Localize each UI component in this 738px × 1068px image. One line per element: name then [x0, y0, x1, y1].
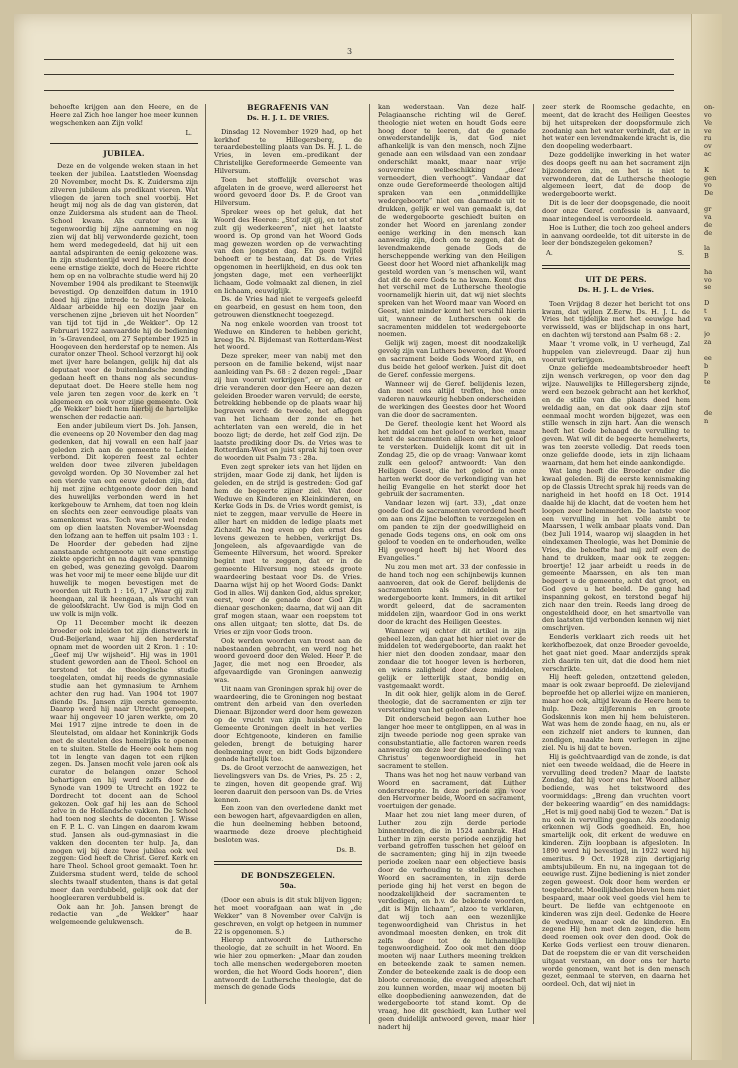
article-paragraph: Dit onderscheid begon aan Luther hoe langer hoe meer te ontglippen, en al was in zijn tweede periode nog geen sprake van consubstantiatie, alle factoren waren reeds aanwezig om deze leer der meedeeling van Christus’ tegenwoordigheid in het sacrament te stellen. [378, 714, 526, 771]
edge-fragment: la [704, 244, 711, 253]
edge-fragment: ee [704, 354, 712, 362]
edge-fragment: D [704, 299, 710, 308]
edge-fragment: za [704, 338, 712, 347]
funeral-paragraph: Dinsdag 12 November 1929 had, op het kerkhof te Hillegersberg, de teraardebestelling plaats van Ds. H. J. L. de Vries, in leven em.-predikant der Christelijke Gereformeerde Gemeente van Hilversum. [214, 127, 362, 175]
article-paragraph: Gelijk wij zagen, moest dit noodzakelijk gevolg zijn van Luthers beweren, dat Woord en sacrament beide Gods Woord zijn, en dus beide het geloof werken. Juist dit doet de Geref. confessie mergens. [378, 339, 526, 379]
edge-fragment: va [704, 314, 712, 323]
intro-paragraph: behoefte krijgen aan den Heere, en de Heere zal Zich hoe langer hoe meer kunnen wegschenken aan Zijn volk! [50, 103, 198, 127]
article-paragraph: zeer sterk de Roomsche gedachte, en meent, dat de kracht des Heiligen Geestes bij het uitspreken der doopsformule zich zoodanig aan het water verbindt, dat er in het water een levendmakende kracht is, die den doopeling wederbaart. [542, 103, 690, 151]
bondszegelen-paragraph: Hierop antwoordt de Luthersche theologie, dat ze schuilt in het Woord. En wie hier zou opmerken: „Maar dan zouden toch alle menschen wedergeboren moeten worden, die het Woord Gods hooren”, dien antwoordt de Luthersche theologie, dat de mensch de genade Gods [214, 936, 362, 992]
funeral-paragraph: Toen het stoffelijk overschot was afgelaten in de groeve, werd allereerst het woord gevoerd door Ds. P. de Groot van Hilversum. [214, 175, 362, 208]
edge-fragment [704, 433, 722, 441]
edge-fragment: vo [704, 181, 712, 190]
funeral-paragraph: Even zegt spreker iets van het lijden en strijden, maar Gode zij dank, het lijden is geleden, en de strijd is gestreden: God gaf hem de begeerte zijner ziel. Wat door Weduwe en Kinderen en Kleinkinderen, en Kerke Gods in Ds. de Vries wordt gemist, is niet te zeggen, maar vervulle de Heere in aller hart en midden de ledige plaats met Zichzelf. Na nog even op den ernst des levens gewezen te hebben, verkrijgt Ds. Jongeleen, als afgevaardigde van de Gemeente Hilversum, het woord. Spreker begint met te zeggen, dat er in de gemeente Hilversum nog steeds groote waardeering bestaat voor Ds. de Vries. Daarna wijst hij op het Woord Gods: Dankt God in alles. Wij danken God, aldus spreker, eerst, voor de genade door God Zijn dienaar geschonken; daarna, dat wij aan dit graf mogen staan, waar een roepstem tot ons allen uitgaat; ten slotte, dat Ds. de Vries er zijn voor Gods troon. [214, 463, 362, 636]
bondszegelen-heading: DE BONDSZEGELEN. [240, 871, 336, 881]
pers-paragraph: Eenderls verklaart zich reeds uit het kerkhofbezoek, dat onze Broeder gevoelde, het gaat niet goed. Maar anderzijds sprak zich daarin ten uit, dat die dood hem niet verschrikte. [542, 633, 690, 673]
edge-fragment: ov [704, 142, 712, 151]
edge-fragment: ve [704, 126, 712, 135]
section-rule [50, 143, 198, 144]
edge-fragment: De [704, 189, 714, 198]
edge-fragment: vo [704, 110, 712, 119]
article-paragraph: De Geref. theologie kent het Woord als het middel om het geloof te werken, maar kent de sacramenten alleen om het geloof te versterken. Duidelijk komt dit uit in Zondag 25, die op de vraag: Vanwaar komt zulk een geloof? antwoordt: Van den Heiligen Geest, die het geloof in onze harten werkt door de verkondiging van het heilig Evangelie en het sterkt door het gebruik der sacramenten. [378, 419, 526, 499]
header-rule [44, 59, 674, 60]
next-page-text-fragment [704, 104, 722, 441]
funeral-signature: Ds. B. [336, 845, 356, 854]
edge-fragment: gen [704, 173, 717, 182]
bondszegelen-paragraph: (Door een abuis is dit stuk blijven liggen; het moet voorafgaan aan wat in „de Wekker” van 8 November over Calvijn is geschreven, en volgt op hetgeen in nummer 22 is opgenomen. S.) [214, 896, 362, 936]
edge-fragment: ha [704, 267, 713, 276]
pers-paragraph: Toen Vrijdag 8 dezer het bericht tot ons kwam, dat wijlen Z.Eerw. Ds. H. J. L. de Vries het tijdelijke met het eeuwige had verwisseld, was er blijdschap in ons hart, en dachten wij terstond aan Psalm 68 : 2. [542, 299, 690, 340]
edge-fragment: n [704, 416, 709, 425]
article-paragraph: Wanneer wij echter dit artikel in zijn geheel lezen, dan gaat het hier niet over de middelen tot wedergeboorte, dan raakt het hier niet den dooden zondaar, maar den zondaar die tot hooger leven is herboren, en wiens zaligheid door deze middelen, gelijk er letterlijk staat, bondig en vastgemaakt wordt. [378, 626, 526, 690]
edge-fragment: ru [704, 134, 712, 143]
intro-signature: L. [185, 128, 192, 137]
signature-line [546, 250, 684, 258]
funeral-paragraph: Spreker wees op het geluk, dat het Woord des Heeren: „Stof zijt gij, en tot stof zult gij wederkeeren”, niet het laatste woord is. Op grond van het Woord Gods mag gewezen worden op de verwachting van den jongsten dag. En geen twijfel behoeft er te bestaan, dat Ds. de Vries opgenomen in heerlijkheid, en dus ook ten jongsten dage, met een verheerlijkt lichaam, Gode volmaakt zal dienen, in ziel en lichaam, eeuwiglijk. [214, 208, 362, 295]
funeral-paragraph: Na nog enkele woorden van troost tot Weduwe en Kinderen te hebben gericht, kreeg Ds. N. Bijdemast van Rotterdam-West het woord. [214, 319, 362, 352]
edge-fragment: vo [704, 275, 712, 284]
edge-fragment: K [704, 165, 709, 174]
article-paragraph: Deze goddelijke inwerking in het water des doops geeft nu aan het sacrament zijn bijzonderen zin, en het is niet te verwonderen, dat de Luthersche theologie algemeen leert, dat de doop de wedergeboorte werkt. [542, 151, 690, 199]
edge-fragment: b [704, 361, 709, 370]
edge-fragment: Ve [704, 118, 713, 127]
article-paragraph: Dit is de leer der doopsgenade, die nooit door onze Geref. confessie is aanvaard, maar integendeel is veroordeeld. [542, 199, 690, 223]
edge-fragment: on- [704, 104, 715, 111]
section-rule [214, 861, 362, 865]
funeral-paragraph: Ds. de Vries had niet te vergeefs geleefd en gearbeid, en gesust en hem toon, den getrouwen dienstknecht toegezegd. [214, 295, 362, 320]
pers-paragraph: Wat lang heeft die Broeder onder die kwaal geleden. Bij de eerste kennismaking op de Classis Utrecht sprak hij reeds van de narigheid in het hoofd en 18 Oct. 1914 daalde hij de klacht, dat de voeten hem het loopen zeer belemmerden. De laatste voor een vervulling in het volle ambt te Maarssen, 1 welk ambaar plaats vond. Dan (bez Juli 1914, waarop wij slaagden in het eindexamen Theologie, was het Dominie de Vries, die behoefte had mij zelf even de hand te drukken, maar ook te zeggen: broertje! 12 jaar arbeidt u reeds in de gemeente Maarssen, en als ten man begeert u de gemeente, acht dat groot, en God geve u het beeld. De gang had inspanning gekost, en terstond begaf hij zich naar den trein. Reeds lang droeg de ongesteldheid door, en het smartvolle van den laatsten tijd verbonden kennen wij niet omschrijven. [542, 467, 690, 633]
edge-fragment: ac [704, 150, 712, 159]
pers-subheading: Ds. H. J. L. de Vries. [578, 285, 654, 294]
edge-fragment [704, 394, 722, 402]
jubilea-paragraph: Op 11 December mocht ik deezen broeder ook inleiden tot zijn dienstwerk in Oud-Beijerland, waar hij den herderstaf opnam met de woorden uit 2 Kron. 1 : 10: „Geef mij Uw wijsheid”. Hij was in 1901 student geworden aan de Theol. School en terstond tot de theologische studie toegelaten, omdat hij reeds de gymnasiale studie aan het gymnasium te Arnhem achter den rug had. Van 1904 tot 1907 diende Ds. Jansen zijn eerste gemeente. Daarop werd hij naar Utrecht geroepen, waar hij ongeveer 10 jaren werkte, om 20 Mei 1917 zijne intrede te doen in de Sleutelstad, om aldaar het Koninkrijk Gods met de sleutelen des hemelrijks te openen en te sluiten. Stelle de Heere ook hem nog tot in lengte van dagen tot een rijken zegen. Ds. Jansen mocht vele jaren ook als curator de belangen onzer School behartigen en hij werd zelfs door de Synode van 1909 te Utrecht en 1922 te Dordrecht tot docent aan de School gekozen. Ook gaf hij les aan de School zelve in de Hollandsche vakken. De School had toen nog slechts de docenten J. Wisse en F. P. L. C. van Lingen en daarom kwam stud. Jansen als oud-gymnasiast in die vakken den docenten ter hulp. Ja, dan mogen wij bij deze twee jubilea ook wel zeggen: God heeft de Christ. Geref. Kerk en hare Theol. School groot gemaakt. Toen hr. Zuidersma student werd, telde de school slechts twaalf studenten, thans is dat getal meer dan verdubbeld, gelijk ook dat der hoogleeraren verdubbeld is. [50, 619, 198, 902]
edge-fragment: de [704, 408, 713, 417]
edge-fragment: de [704, 220, 713, 229]
column-2 [214, 104, 362, 993]
article-paragraph: Nu zou men met art. 33 der confessie in de hand toch nog een schijnbewijs kunnen aanvoeren, dat ook de Geref. belijdenis de sacramenten als middelen ter wedergeboorte kent. Immers, in dit artikel wordt geleerd, dat de sacramenten middelen zijn, waardoor God in ons werkt door de kracht des Heiligen Geestes. [378, 562, 526, 626]
jubilea-paragraph: Deze en de volgende weken staan in het teeken der jubilea. Laatstleden Woensdag 20 November, mocht Ds. K. Zuidersma zijn zilveren jubileum als predikant vieren. Wat vliegen de jaren toch snel voorbij. Het heugt mij nog als de dag van gisteren, dat onze Zuidersma als student aan de Theol. School kwam. Als curator was ik tegenwoordig bij zijne aanneming en nog zien wij dat blij verwonderde gezicht, toen hem werd medegedeeld, dat hij uit een aantal adspiranten de eenig gekozene was. In zijn studententijd werd hij bezocht door eene ernstige ziekte, doch de Heere richtte hem op en na volbrachte studie werd hij 20 November 1904 als predikant te Steenwijk bevestigd. Op denzelfden datum in 1910 deed hij zijne intrede te Nieuwe Pekela. Aldaar arbeidde hij een dozijn jaar en verschenen zijne „brieven uit het Noorden” van tijd tot tijd in „de Wekker”. Op 12 Februari 1922 aanvaardde hij de bediening in ’s-Gravendeel, om 27 September 1925 in Hoogeveen den herderstaf op te nemen. Als curator onzer Theol. School verzorgt hij ook met ijver hare belangen, gelijk hij dat als deputaat voor de buitenlandsche zending gedaan heeft en thans nog als secundus-deputaat doet. De Heere stelle hem nog vele jaren ten zegen voor de kerk en ’t algemeen en ook voor zijne gemeente. Ook „de Wekker” biedt hem hierbij de hartelijke wenschen der redactie aan. [50, 162, 198, 422]
funeral-paragraph: Een zoon van den overledene dankt met een bewogen hart, afgevaardigden en allen, die hun deelneming hebben betoond, waarmede deze droeve plechtigheid besloten was. [214, 804, 362, 844]
article-paragraph: Thans was het nog het nauw verband van Woord en sacrament, dat Luther onderstreepte. In deze periode zijn voor den Hervormer beide, Woord en sacrament, voertuigen der genade. [378, 770, 526, 811]
edge-fragment: se [704, 283, 712, 292]
article-paragraph: Wanneer wij de Geref. belijdenis lezen, dan moet ons altijd treffen, hoe onze vaderen nauwkeurig hebben onderscheiden de werkingen des Geestes door het Woord van die door de sacramenten. [378, 379, 526, 419]
article-paragraph: Hoe is Luther, die toch zoo geheel anders in aanvang oordeelde, tot dit uiterste in de leer der bondszegelen gekomen? [542, 223, 690, 248]
edge-fragment: va [704, 212, 712, 221]
newspaper-page [14, 14, 722, 1060]
funeral-paragraph: Uit naam van Groningen sprak hij over de waardeering, die te Groningen nog bestaat omtrent den arbeid van den overleden Dienaar. Bijzonder werd door hem gewezen op de vrucht van zijn huisbezoek. De Gemeente Groningen deelt in het verlies door Echtgenoote, kinderen en familie geleden, brengt de betuiging harer deelneming over, en bidt Gods bijzondere genade hartelijk toe. [214, 684, 362, 764]
edge-fragment: B [704, 252, 709, 261]
jubilea-signature: de B. [174, 928, 192, 937]
edge-fragment: t [704, 306, 707, 315]
column-divider [369, 104, 370, 1024]
funeral-subheading: Ds. H. J. L. DE VRIES. [246, 113, 330, 122]
pers-heading: UIT DE PERS. [585, 275, 647, 285]
edge-fragment: p [704, 369, 709, 378]
jubilea-paragraph: Een ander jubileum viert Ds. Joh. Jansen, die eveneens op 20 November den dag mag gedenken, dat hij vowall en een half jaar geleden zich aan de gemeente te Leiden verbond. Dit koperen feest zal echter welden door twee zilveren jubeldagen gevolgd worden. Op 30 November zal het een vierde van een eeuw geleden zijn, dat hij met zijne echtgenoote door den band des huwelijks verbonden werd in het kerkgebouw te Arnhem, dat toen nog klein en slechts een zeer eenvoudige plaats van samenkomst was. Toch was er wel reden om op dien laatsten November-Woensdag den lofzang aan te heffen uit psalm 103 : 1. De Hoorder der gebeden had zijne aanstaande echtgenoote uit eene ernstige ziekte opgericht en na dagen van spanning en gebed, was genezing gevolgd. Daarom was het voor mij te meer eene blijde uur dit huwelijk te mogen bevestigen met de woorden uit Ruth 1 : 16, 17 „Waar gij zult heengaan, zal ik heengaan, als vrucht van de geloofskracht. Uw God is mijn God en uw volk is mijn volk. [50, 422, 198, 619]
pers-paragraph: Maar ’t vrome volk, in U verheugd, Zal huppelen van zielevreugd. Daar zij hun vooruit verkrijgen. [542, 339, 690, 364]
column-divider [533, 104, 534, 1024]
edge-fragment: de [704, 228, 713, 237]
jubilea-heading: JUBILEA. [103, 149, 145, 159]
pers-paragraph: Onze geliefde medeambtsbroeder heeft zijn wensch verkregen, op voor den dag wijze. Nauwelijks te Hillegersberg zijnde, werd een bezoek gebracht aan het kerkhof, en de stille van die plaats deed hem weldadig aan, en dat ook daar zijn stof eenmaal mocht worden bijgezet, was een stille wensch in zijn hart. Aan die wensch heeft het Gode behaagd de vervulling te geven. Wat wil dit de begeerte hemelwerts, was ten zeerste volledig. Dat reeds toen onze geliefde doode, iets in zijn lichaam waarnam, dat hem het einde aankondigde. [542, 364, 690, 467]
funeral-heading: BEGRAFENIS VAN [247, 103, 329, 112]
column-1 [50, 104, 198, 940]
header-rule [44, 74, 674, 75]
section-rule [542, 265, 690, 269]
pers-paragraph: Hij heeft geleden, ontzettend geleden, maar is ook zwaar beproefd. De zielevijand beproefde het op allerlei wijze en manieren, maar hoe ook, altijd kwam de Heere hem te hulp. Deze ziljferennis en groote Godskennis kon men hij hem beluisteren. Wat was hem de zonde haag, en nu, als er een zichzelf niet anders te kunnen, dan zondigen, maakte hem verlegen in zijne ziel. Nu is hij dat te boven. [542, 673, 690, 752]
column-3 [378, 104, 526, 1033]
signature-right: S. [677, 249, 684, 258]
edge-fragment: te [704, 377, 711, 386]
signature-left: A. [546, 249, 553, 258]
edge-fragment: gr [704, 204, 712, 213]
header-rule [44, 90, 674, 91]
article-paragraph: Vandaar lezen wij (art. 33), „dat onze goede God de sacramenten verordend heeft om aan ons Zijne beloften te verzegelen en om panden te zijn der goedwilligheid en genade Gods tegens ons, en ook om ons geloof te voeden en te onderhouden, welke Hij gevoegd heeft bij het Woord des Evangelies.” [378, 499, 526, 563]
article-paragraph: In dit ook hier, gelijk alom in de Geref. theologie, dat de sacramenten er zijn ter versterking van het geloofsleven. [378, 690, 526, 715]
column-divider [205, 104, 206, 1004]
column-4 [542, 104, 690, 990]
article-paragraph: Maar het zou niet lang meer duren, of Luther zou zijn derde periode binnentreden, die in 1524 aanbrak. Had Luther in zijn eerste periode eenzijdig het verband getroffen tusschen het geloof en de sacramenten; ging hij in zijn tweede periode zoeken naar een objectieve basis door de verhouding te stellen tusschen Woord en sacramenten, in zijn derde periode ging hij het verst en begon de noodzakelijkheid der sacramenten te verdedigen, en b.v. de bekende woorden, „dit is Mijn lichaam”, alzoo te verklaren, dat wij toch aan een wezenlijke tegenwoordigheid van Christus in het avondmaal moesten denken, en trok dit zelfs door tot de lichamelijke tegenwoordigheid. Zoo ook met den doop moeten wij naar Luthers meening trekken en beteekende zaak te samen nemen. Zonder de beteekende zaak is de doop een bloote ceremonie, die evengoed afgeschaft zou kunnen worden, maar wij moeten bij elke doopbediening aanwezenden, dat de wedergeboorte tot stand komt. Op de vraag, hoe dit geschiedt, kan Luther wel geen duidelijk antwoord geven, maar hier nadert hij [378, 811, 526, 1031]
article-paragraph: kan wederstaan. Van deze half-Pelagiaansche richting wil de Geref. theologie niet weten en houdt Gods eere hoog door te leeren, dat de genade onwederstandelijk is, dat God niet afhankelijk is van den mensch, noch Zijne genade aan een wilsdaad van een zondaar onderschikt maakt, maar naar vrije souvereine welbeschikking „deez’ verneedert, dien verhoogt”. Vandaar dat onze oude Gereformeerde theologen altijd spraken van een „onmiddellijke wedergeboorte” niet om daarmede uit te drukken, gelijk er wel van gemaakt is, dat de wedergeboorte geschiedt buiten en zonder het Woord en jarenlang zonder eenige werking in den mensch kan aanwezig zijn, doch om te zeggen, dat de levendmakende genade Gods de herscheppende werking van den Heiligen Geest door het Woord niet afhankelijk mag gesteld worden van ’s menschen wil, want dat dit de eere Gods te na kwam. Komt dus het verschil met de Luthersche theologie voornamelijk hierin uit, dat wij niet slechts spreken van het Woord maar van Woord en Geest, niet minder komt het verschil hierin uit, wanneer de Lutherschen ook de sacramenten middelen tot wedergeboorte noemen. [378, 103, 526, 339]
bondszegelen-number: 50a. [279, 882, 297, 891]
edge-fragment: jo [704, 330, 711, 339]
edge-fragment [704, 386, 722, 394]
funeral-paragraph: Deze spreker, meer van nabij met den persoon en de familie bekend, wijst naar aanleiding van Ps. 68 : 2 dezen regel: „Daar zij hun vooruit verkrijgen”, er op, dat er drie veranderen door den Heere aan dezen geleiden Broeder waren vervuld; de eerste, betrekking hebbende op de plaats waar hij begraven werd: de tweede, het afleggen van het lichaam der zonde en het achterlaten van een wereld, die in het boozo ligt; de derde, het zelf God zijn. De laatste prediking door Ds. de Vries was te Rotterdam-West en juist sprak hij toen over de woorden uit Psalm 73 : 28a. [214, 352, 362, 463]
funeral-paragraph: Ook werden woorden van troost aan de nabestaanden gebracht, en werd nog het woord gevoerd door den Weled. Heer P. de Jager, die met nog een Broeder, als afgevaardigde van Groningen aanwezig was. [214, 636, 362, 684]
jubilea-paragraph: Ook aan hr. Joh. Jansen brengt de redactie van „de Wekker” haar welgemeende gelukwensch. [50, 902, 198, 927]
funeral-paragraph: Ds. de Groot verzocht de aanwezigen, het lievelingsvers van Ds. de Vries, Ps. 25 : 2, te zingen, hoven dit geopende graf. Wij leeren daaruit den persoon van Ds. de Vries kennen. [214, 764, 362, 804]
page-number: 3 [347, 47, 353, 56]
pers-paragraph: Hij is geëchtvaardigd van de zonde, is dat niet een tweede weldaad, die de Heere in vervulling deed treden? Maar de laatste Zondag, dat hij voor ons het Woord allher bediende, was het tekstwoord des voormiddags: „Breng dan vruchten voort der bekeering waardig” en des namiddags: „Het is mij goed nabij God te wezen.” Dat is nu ook in vervulling gegaan. Als zoodanig erkennen wij Gods goedheid. En, hoe smartelijk ook, dit erkent de weduwe en kinderen. Zijn loopbaan is afgesloten. In 1890 werd hij bevestigd, in 1922 werd hij emeritus. 9 Oct. 1928 zijn dertigjarig ambtsjubileum. En nu, na ingegaan tot de eeuwige rust. Zijne bediening is niet zonder zegen geweest. Ook door hem werden er toegebracht. Moeilijkheden bleven hem niet bespaard, maar ook veel goeds viel hem te beurt. De liefde van echtgenoote en kinderen was zijn deel. Gedenke de Heere de weduwe, maar ook de kinderen. En zegene Hij hen met den zegen, die hem deed roemen ook over den dood. Ook de Kerke Gods verliest een trouw dienaren. Dat de roepstem die er van dit verscheiden uitgaat verstaan, en door ons ter harte worde genomen, want het is den mensch gezet, eenmaal te sterven, en daarna het oordeel. Och, dat wij niet in [542, 752, 690, 989]
edge-fragment [704, 426, 722, 434]
